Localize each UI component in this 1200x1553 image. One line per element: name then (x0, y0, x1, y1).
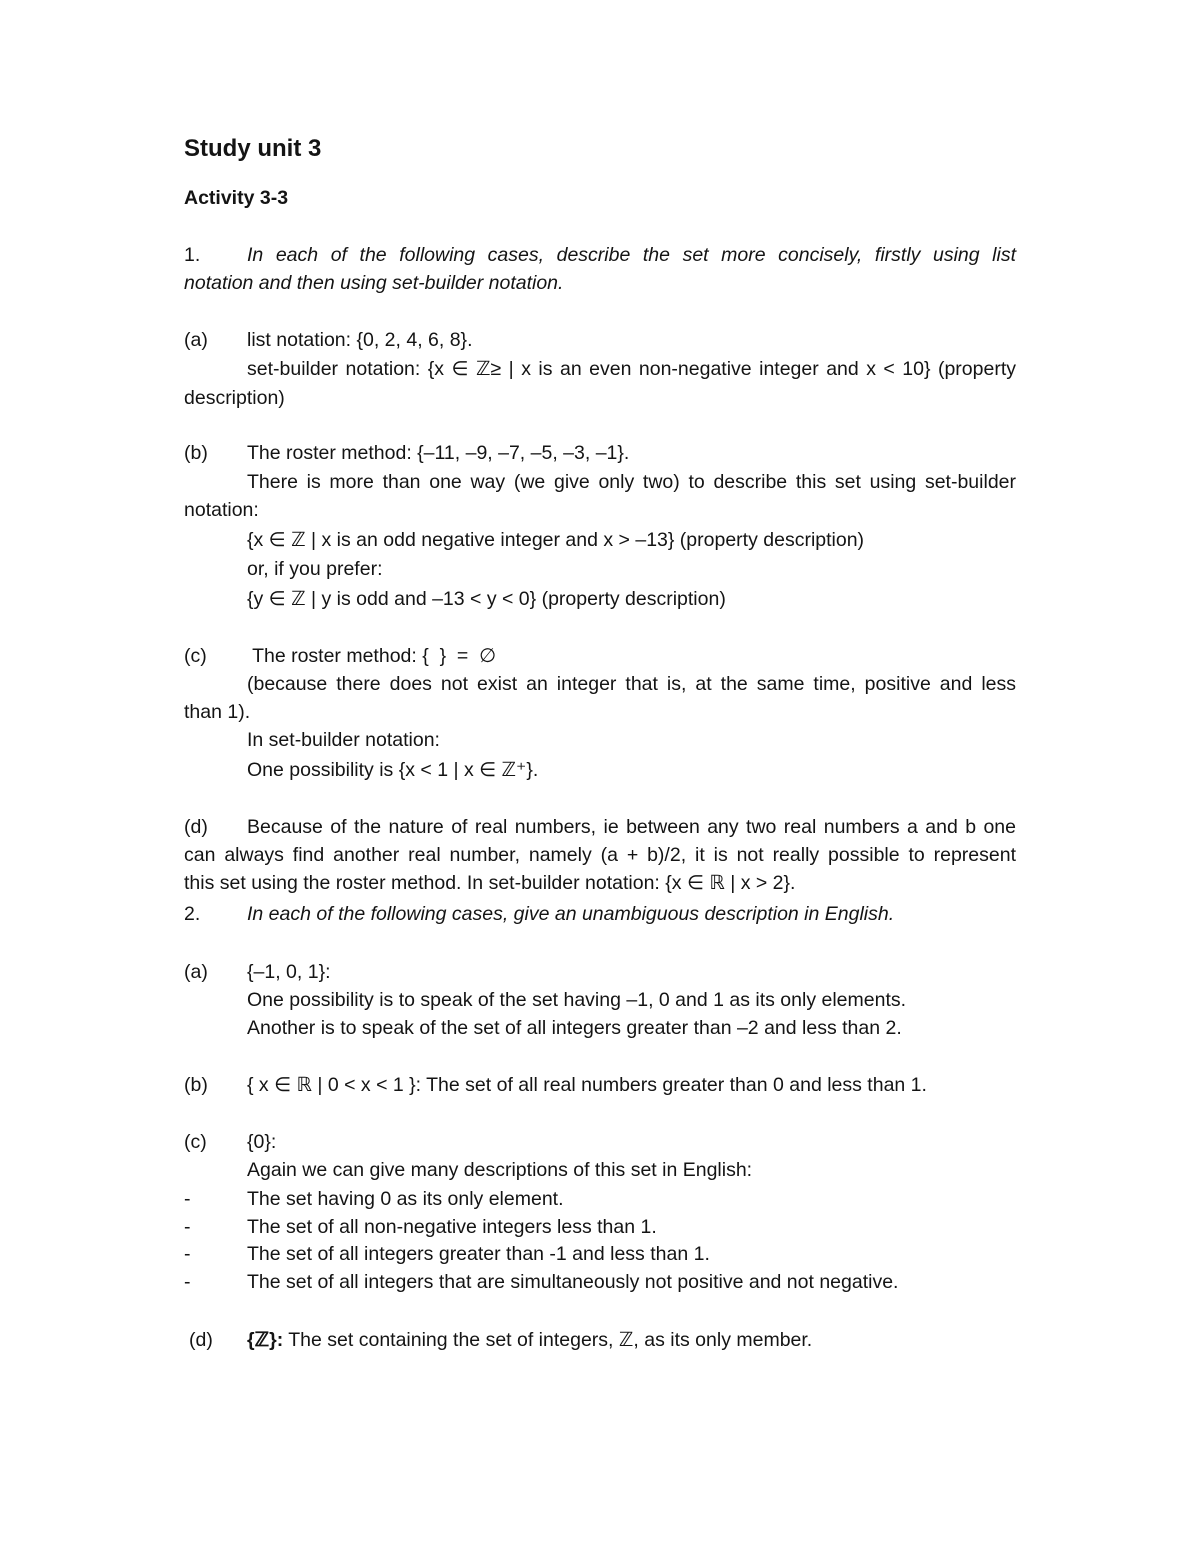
q2d-text (247, 1328, 812, 1352)
q1b-roster: The roster method: {–11, –9, –7, –5, –3, –1}. (247, 442, 630, 464)
q1b-set-builder-1: {x ∈ ℤ | x is an odd negative integer and x > –13} (property description) (247, 529, 865, 551)
q1b-or: or, if you prefer: (247, 558, 383, 580)
q2a-label: (a) (184, 961, 208, 983)
q1d-text-line2: can always find another real number, namely (a + b)/2, it is not really possible to represent (184, 844, 1016, 866)
bullet-item: The set having 0 as its only element. (247, 1188, 564, 1210)
q2b-label: (b) (184, 1074, 208, 1096)
q1c-roster: The roster method: { } = ∅ (247, 645, 497, 667)
q1a-list-notation: list notation: {0, 2, 4, 6, 8}. (247, 329, 473, 351)
q1c-text-line2: than 1). (184, 701, 251, 723)
q2-number: 2. (184, 903, 201, 925)
q2-intro: In each of the following cases, give an unambiguous description in English. (247, 903, 895, 925)
q1-number: 1. (184, 244, 201, 266)
q2d-desc: The set containing the set of integers, ℤ, as its only member. (283, 1329, 813, 1351)
q1c-text-line1: (because there does not exist an integer that is, at the same time, positive and less (247, 673, 1016, 695)
bullet-marker: - (184, 1188, 191, 1210)
page-title: Study unit 3 (184, 135, 322, 162)
bullet-marker: - (184, 1271, 191, 1293)
q2c-label: (c) (184, 1131, 207, 1153)
q2c-set: {0}: (247, 1131, 277, 1153)
q2b-text: { x ∈ ℝ | 0 < x < 1 }: The set of all real numbers greater than 0 and less than 1. (247, 1074, 927, 1096)
q1-intro-line1: In each of the following cases, describe the set more concisely, firstly using list (247, 244, 1016, 266)
q1b-text-line1: There is more than one way (we give only two) to describe this set using set-builder (247, 471, 1016, 493)
q1b-set-builder-2: {y ∈ ℤ | y is odd and –13 < y < 0} (property description) (247, 588, 726, 610)
bullet-marker: - (184, 1216, 191, 1238)
q1b-text-line2: notation: (184, 499, 259, 521)
q1a-set-builder: set-builder notation: {x ∈ ℤ≥ | x is an even non-negative integer and x < 10} (property (247, 358, 1016, 380)
q2a-desc-2: Another is to speak of the set of all integers greater than –2 and less than 2. (247, 1017, 902, 1039)
q1d-label: (d) (184, 816, 208, 838)
activity-heading: Activity 3-3 (184, 187, 289, 209)
q1b-label: (b) (184, 442, 208, 464)
bullet-marker: - (184, 1243, 191, 1265)
q1a-label: (a) (184, 329, 208, 351)
q1a-set-builder-cont: description) (184, 387, 285, 409)
q2a-desc-1: One possibility is to speak of the set having –1, 0 and 1 as its only elements. (247, 989, 907, 1011)
bullet-item: The set of all integers that are simultaneously not positive and not negative. (247, 1271, 899, 1293)
q1-intro-line2: notation and then using set-builder notation. (184, 272, 564, 294)
q1c-set-builder-heading: In set-builder notation: (247, 729, 440, 751)
q1d-text-line3: this set using the roster method. In set-builder notation: {x ∈ ℝ | x > 2}. (184, 872, 796, 894)
q2a-set: {–1, 0, 1}: (247, 961, 331, 983)
q1c-set-builder: One possibility is {x < 1 | x ∈ ℤ⁺}. (247, 759, 539, 781)
q1c-label: (c) (184, 645, 207, 667)
bullet-item: The set of all non-negative integers less than 1. (247, 1216, 657, 1238)
q2d-label: (d) (189, 1329, 213, 1351)
bullet-item: The set of all integers greater than -1 and less than 1. (247, 1243, 710, 1265)
q2c-intro: Again we can give many descriptions of this set in English: (247, 1159, 753, 1181)
q2d-set: {ℤ}: (247, 1329, 284, 1351)
q1d-text-line1: Because of the nature of real numbers, ie between any two real numbers a and b one (247, 816, 1016, 838)
